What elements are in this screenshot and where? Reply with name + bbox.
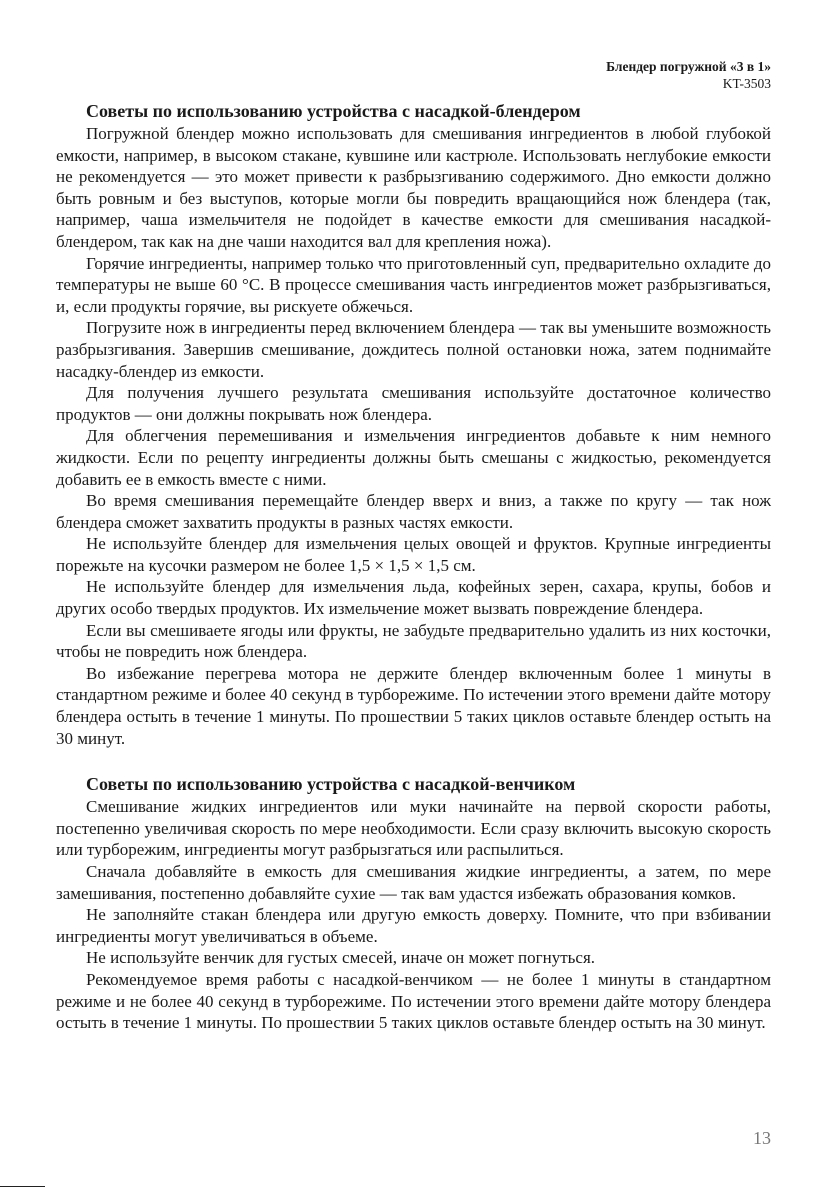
paragraph: Не используйте блендер для измельчения льда, кофейных зерен, сахара, крупы, бобов и других особо твердых продуктов. Их измельчение может вызвать повреждение блендера. — [56, 577, 771, 619]
paragraph: Погрузите нож в ингредиенты перед включением блендера — так вы уменьшите возможность разбрызгивания. Завершив смешивание, дождитесь полной остановки ножа, затем поднимайте насадку-блендер из емкости. — [56, 318, 771, 381]
section-whisk-tips — [56, 773, 771, 1034]
paragraph: Горячие ингредиенты, например только что приготовленный суп, предварительно охладите до температуры не выше 60 °C. В процессе смешивания часть ингредиентов может разбрызгиваться, и, если продукты горячие, вы рискуете обжечься. — [56, 253, 771, 316]
paragraph: Для облегчения перемешивания и измельчения ингредиентов добавьте к ним немного жидкости. Если по рецепту ингредиенты должны быть смешаны с жидкостью, рекомендуется добавить ее в емкость вместе с ними. — [56, 426, 771, 489]
paragraph: Для получения лучшего результата смешивания используйте достаточное количество продуктов — они должны покрывать нож блендера. — [56, 383, 771, 424]
paragraph: Во время смешивания перемещайте блендер вверх и вниз, а также по кругу — так нож блендера сможет захватить продукты в разных частях емкости. — [56, 491, 771, 532]
section-heading: Советы по использованию устройства с насадкой-блендером — [86, 101, 581, 121]
paragraph: Рекомендуемое время работы с насадкой-венчиком — не более 1 минуты в стандартном режиме и не более 40 секунд в турборежиме. По истечении этого времени дайте мотору блендера остыть в течение 1 минуты. По прошествии 5 таких циклов оставьте блендер остыть на 30 минут. — [56, 969, 771, 1033]
paragraph: Не используйте венчик для густых смесей, иначе он может погнуться. — [86, 948, 596, 968]
paragraph: Смешивание жидких ингредиентов или муки начинайте на первой скорости работы, постепенно увеличивая скорость по мере необходимости. Если сразу включить высокую скорость или турборежим, ингредиенты могут разбрызгаться или распылиться. — [56, 797, 771, 860]
product-model: KT-3503 — [722, 76, 771, 91]
page-header — [606, 58, 771, 92]
bottom-rule — [0, 1186, 45, 1187]
paragraph: Не используйте блендер для измельчения целых овощей и фруктов. Крупные ингредиенты порежьте на кусочки размером не более 1,5 × 1,5 × 1,5 см. — [56, 534, 771, 575]
page-number: 13 — [753, 1128, 771, 1148]
section-blender-tips — [56, 100, 771, 749]
page-content — [56, 100, 771, 1034]
paragraph: Погружной блендер можно использовать для смешивания ингредиентов в любой глубокой емкости, например, в высоком стакане, кувшине или кастрюле. Использовать неглубокие емкости не рекомендуется — это может привести к разбрызгиванию содержимого. Дно емкости должно быть ровным и без выступов, которые могли бы повредить вращающийся нож блендера (так, например, чаша измельчителя не подойдет в качестве емкости для смешивания насадкой-блендером, так как на дне чаши находится вал для крепления ножа). — [56, 124, 771, 251]
paragraph: Во избежание перегрева мотора не держите блендер включенным более 1 минуты в стандартном режиме и более 40 секунд в турборежиме. По истечении этого времени дайте мотору блендера остыть в течение 1 минуты. По прошествии 5 таких циклов оставьте блендер остыть на 30 минут. — [56, 663, 771, 748]
paragraph: Сначала добавляйте в емкость для смешивания жидкие ингредиенты, а затем, по мере замешивания, постепенно добавляйте сухие — так вам удастся избежать образования комков. — [56, 862, 771, 903]
product-title: Блендер погружной «3 в 1» — [606, 59, 771, 74]
paragraph: Не заполняйте стакан блендера или другую емкость доверху. Помните, что при взбивании ингредиенты могут увеличиваться в объеме. — [56, 905, 771, 946]
paragraph: Если вы смешиваете ягоды или фрукты, не забудьте предварительно удалить из них косточки, чтобы не повредить нож блендера. — [56, 620, 771, 662]
section-heading: Советы по использованию устройства с насадкой-венчиком — [86, 774, 576, 795]
